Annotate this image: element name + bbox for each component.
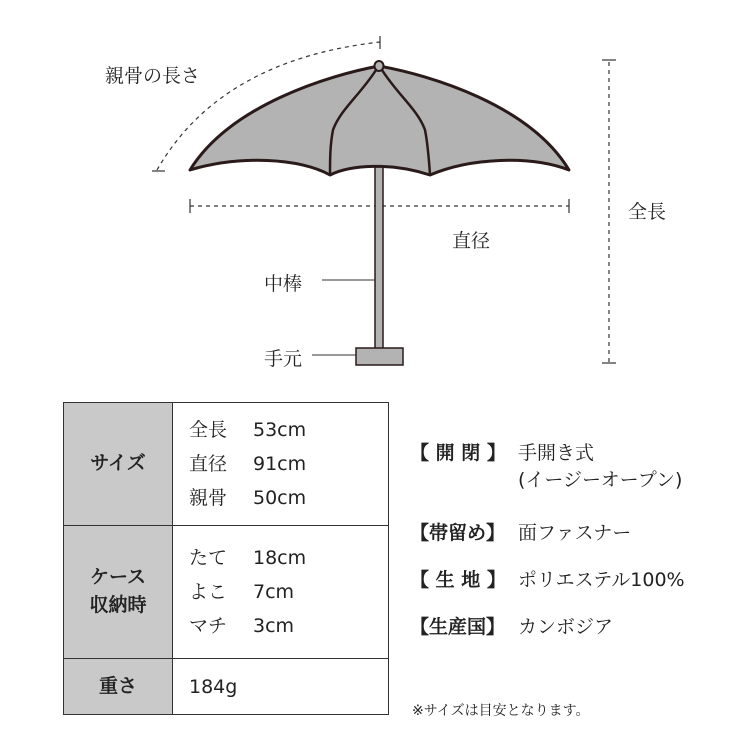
spec-heading-case: ケース 収納時 [64,526,173,659]
spec-row-weight [64,659,389,715]
spec-item: 全長 53cm [189,419,307,441]
diameter-label: 直径 [452,230,491,252]
spec-item: 直径 91cm [189,453,307,475]
spec-item: マチ 3cm [189,615,295,637]
umbrella-tip [375,61,384,71]
spec-strap: 【帯留め】 面ファスナー [410,522,632,544]
shaft-label: 中棒 [264,273,303,295]
spec-origin: 【生産国】 カンボジア [410,616,614,638]
spec-item: たて 18cm [189,547,307,569]
spec-item: 184g [189,675,238,698]
spec-row-case [64,526,389,659]
spec-item: 親骨 50cm [189,487,307,509]
spec-heading-weight: 重さ [64,659,173,715]
spec-item: よこ 7cm [189,581,295,603]
total-length-label: 全長 [628,201,667,223]
spec-open-close: 【 開 閉 】 手開き式 (イージーオープン) [410,442,683,491]
handle [356,348,403,365]
spec-values-case [173,526,389,659]
handle-label: 手元 [264,348,303,370]
spec-values-size [173,403,389,526]
spec-row-size [64,403,389,526]
canopy [190,66,569,175]
spec-table [63,402,389,715]
shaft [375,165,383,351]
rib-length-label: 親骨の長さ [105,65,201,87]
spec-heading-size: サイズ [64,403,173,526]
spec-values-weight [173,659,389,715]
size-note: ※サイズは目安となります。 [412,703,590,719]
spec-fabric: 【 生 地 】 ポリエステル100% [410,569,685,591]
